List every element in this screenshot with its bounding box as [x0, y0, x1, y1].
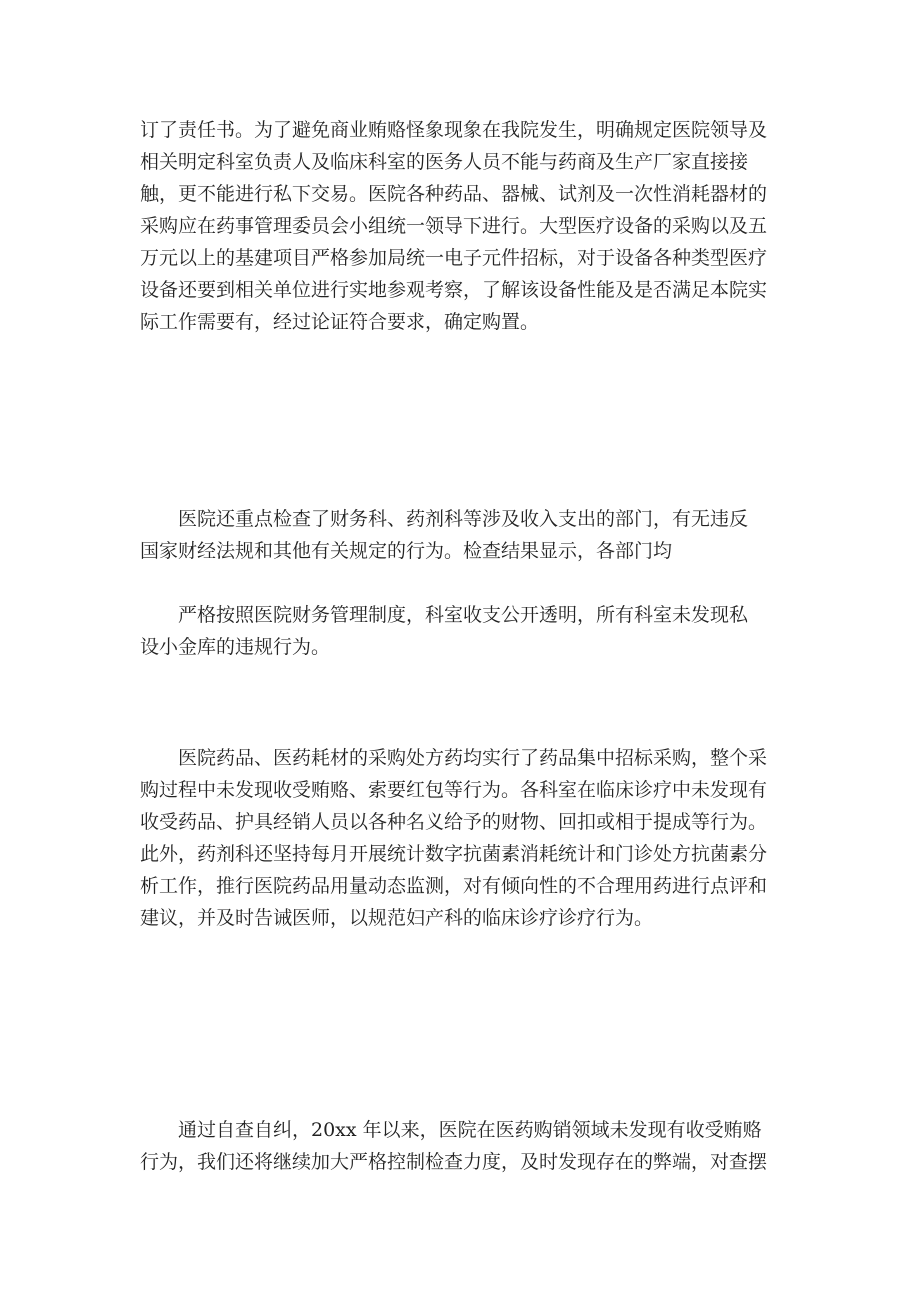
paragraph-line: 相关明定科室负责人及临床科室的医务人员不能与药商及生产厂家直接接 [140, 151, 749, 173]
paragraph-line: 行为，我们还将继续加大严格控制检查力度，及时发现存在的弊端，对查摆 [140, 1151, 768, 1173]
paragraph-line: 际工作需要有，经过论证符合要求，确定购置。 [140, 311, 540, 333]
paragraph-line: 国家财经法规和其他有关规定的行为。检查结果显示，各部门均 [140, 540, 673, 562]
paragraph-line: 收受药品、护具经销人员以各种名义给予的财物、回扣或相于提成等行为。 [140, 811, 768, 833]
paragraph-4 [140, 742, 800, 934]
paragraph-line: 设备还要到相关单位进行实地参观考察，了解该设备性能及是否满足本院实 [140, 279, 768, 301]
paragraph-line: 通过自查自纠，20xx 年以来，医院在医药购销领域未发现有收受贿赂 [178, 1119, 762, 1141]
paragraph-line: 购过程中未发现收受贿赂、索要红包等行为。各科室在临床诊疗中未发现有 [140, 779, 768, 801]
paragraph-line: 采购应在药事管理委员会小组统一领导下进行。大型医疗设备的采购以及五 [140, 215, 768, 237]
paragraph-line: 医院药品、医药耗材的采购处方药均实行了药品集中招标采购，整个采 [178, 747, 768, 769]
paragraph-line: 医院还重点检查了财务科、药剂科等涉及收入支出的部门，有无违反 [178, 508, 749, 530]
paragraph-line: 析工作，推行医院药品用量动态监测，对有倾向性的不合理用药进行点评和 [140, 875, 768, 897]
paragraph-line: 严格按照医院财务管理制度，科室收支公开透明，所有科室未发现私 [178, 604, 749, 626]
paragraph-3 [140, 599, 800, 663]
paragraph-5 [140, 1114, 800, 1178]
paragraph-1 [140, 114, 800, 338]
paragraph-2 [140, 503, 800, 567]
paragraph-line: 建议，并及时告诫医师，以规范妇产科的临床诊疗诊疗行为。 [140, 907, 654, 929]
paragraph-line: 订了责任书。为了避免商业贿赂怪象现象在我院发生，明确规定医院领导及 [140, 119, 768, 141]
paragraph-line: 设小金库的违规行为。 [140, 636, 331, 658]
paragraph-line: 此外，药剂科还坚持每月开展统计数字抗菌素消耗统计和门诊处方抗菌素分 [140, 843, 768, 865]
paragraph-line: 万元以上的基建项目严格参加局统一电子元件招标，对于设备各种类型医疗 [140, 247, 768, 269]
paragraph-line: 触，更不能进行私下交易。医院各种药品、器械、试剂及一次性消耗器材的 [140, 183, 768, 205]
